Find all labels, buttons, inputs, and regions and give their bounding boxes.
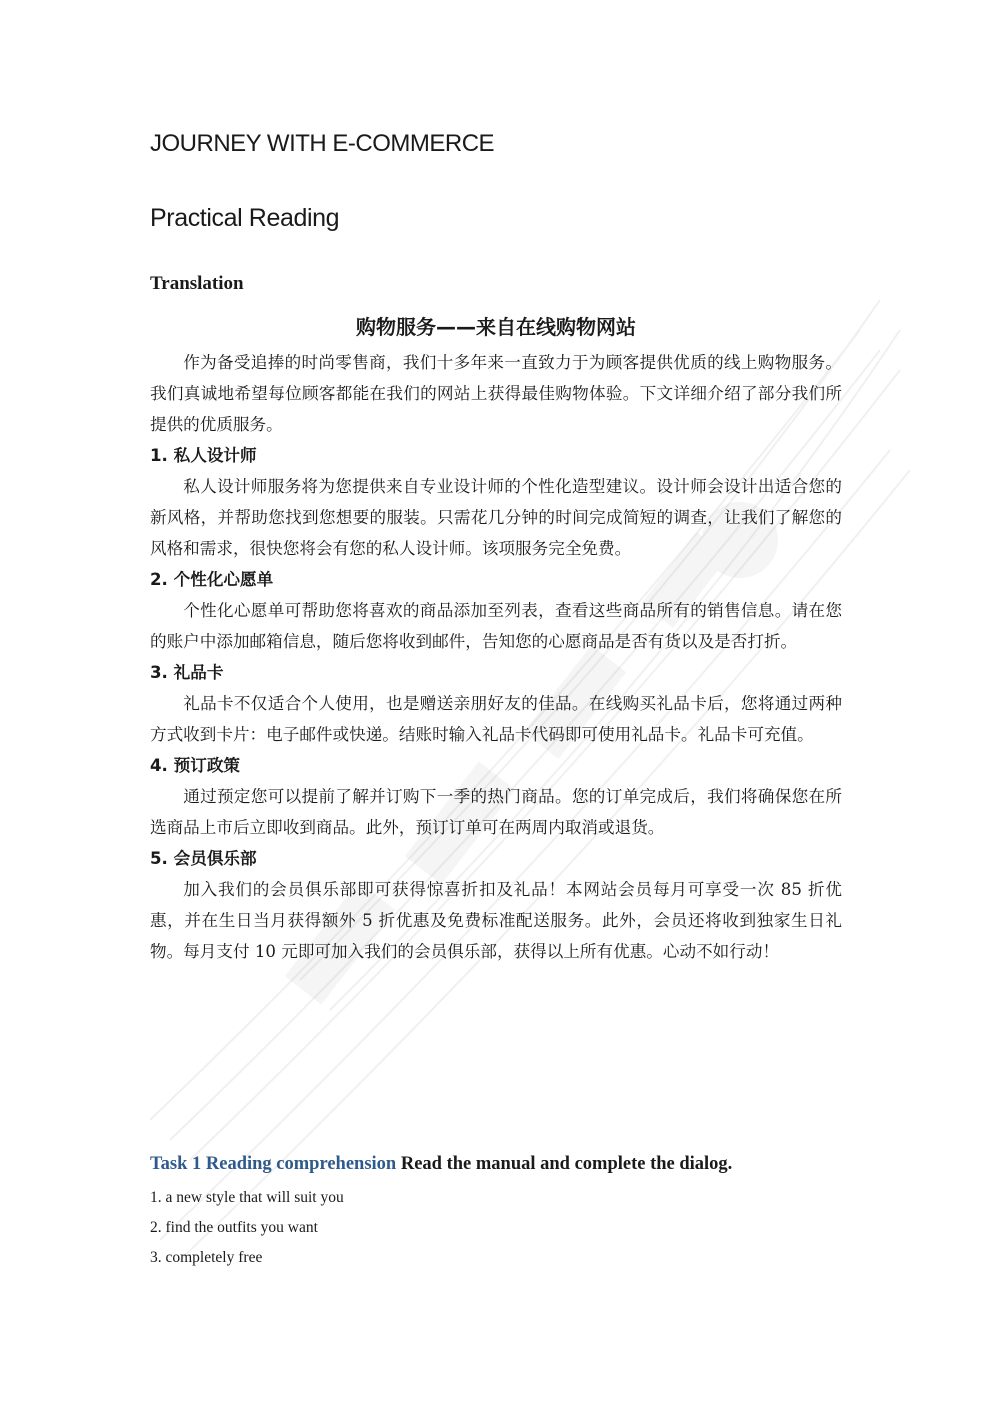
article-title: 购物服务——来自在线购物网站 — [356, 315, 636, 339]
answer-item: 3. completely free — [150, 1249, 263, 1266]
answer-item: 1. a new style that will suit you — [150, 1189, 344, 1206]
subsection-title: Translation — [150, 273, 244, 294]
section-paragraph: 私人设计师服务将为您提供来自专业设计师的个性化造型建议。设计师会设计出适合您的新风格，并帮助您找到您想要的服装。只需花几分钟的时间完成简短的调查，让我们了解您的风格和需求，很快您将会有您的私人设计师。该项服务完全免费。 — [150, 477, 842, 558]
section-heading: 2. 个性化心愿单 — [150, 570, 274, 589]
section-heading: 4. 预订政策 — [150, 756, 241, 775]
section-paragraph: 加入我们的会员俱乐部即可获得惊喜折扣及礼品！本网站会员每月可享受一次 85 折优惠，并在生日当月获得额外 5 折优惠及免费标准配送服务。此外，会员还将收到独家生日礼物。每月支付 10 元即可加入我们的会员俱乐部，获得以上所有优惠。心动不如行动！ — [150, 880, 842, 961]
section-heading: 1. 私人设计师 — [150, 446, 257, 465]
section-paragraph: 礼品卡不仅适合个人使用，也是赠送亲朋好友的佳品。在线购买礼品卡后，您将通过两种方式收到卡片：电子邮件或快递。结账时输入礼品卡代码即可使用礼品卡。礼品卡可充值。 — [150, 694, 842, 744]
section-paragraph: 通过预定您可以提前了解并订购下一季的热门商品。您的订单完成后，我们将确保您在所选商品上市后立即收到商品。此外，预订订单可在两周内取消或退货。 — [150, 787, 842, 837]
article-body — [150, 347, 842, 967]
unit-title: JOURNEY WITH E-COMMERCE — [150, 130, 495, 157]
task-label: Task 1 Reading comprehension — [150, 1154, 397, 1174]
section-title: Practical Reading — [150, 204, 340, 232]
task-heading — [150, 1154, 850, 1175]
intro-paragraph: 作为备受追捧的时尚零售商，我们十多年来一直致力于为顾客提供优质的线上购物服务。我们真诚地希望每位顾客都能在我们的网站上获得最佳购物体验。下文详细介绍了部分我们所提供的优质服务。 — [150, 353, 842, 434]
section-heading: 5. 会员俱乐部 — [150, 849, 257, 868]
task-instruction: Read the manual and complete the dialog. — [396, 1154, 733, 1174]
answer-item: 2. find the outfits you want — [150, 1219, 318, 1236]
answer-list — [150, 1183, 344, 1273]
section-heading: 3. 礼品卡 — [150, 663, 224, 682]
section-paragraph: 个性化心愿单可帮助您将喜欢的商品添加至列表，查看这些商品所有的销售信息。请在您的账户中添加邮箱信息，随后您将收到邮件，告知您的心愿商品是否有货以及是否打折。 — [150, 601, 842, 651]
